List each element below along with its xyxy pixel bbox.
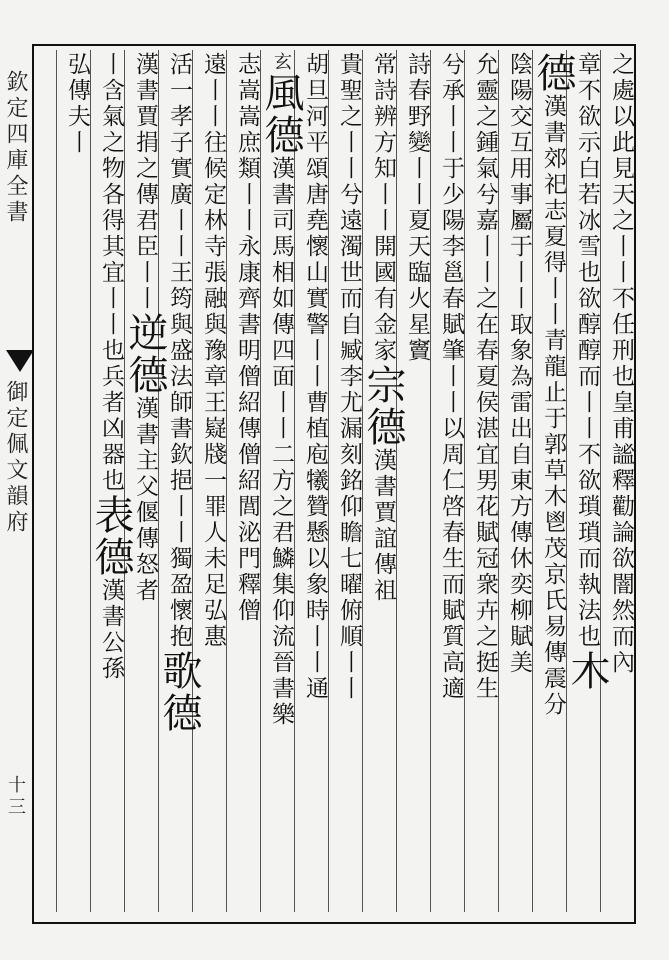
text-column-11	[258, 52, 304, 912]
entry-heading: 宗	[360, 364, 406, 406]
text-column-10	[298, 52, 332, 912]
column-text: 允靈之鍾氣兮嘉丨丨之在春夏侯湛宜男花賦冠衆卉之挺生	[472, 52, 498, 702]
entry-heading: 德	[530, 52, 576, 94]
entry-heading: 風德	[258, 72, 304, 156]
entry-heading: 木	[564, 650, 610, 692]
column-text: 玄	[271, 52, 292, 72]
entry-heading: 表德	[88, 494, 134, 578]
column-text: 丨含氣之物各得其宜	[98, 52, 124, 286]
column-text: 志嵩嵩庶類丨丨永康齊書明僧紹傳僧紹閭泌門釋僧	[234, 52, 260, 624]
text-column-12	[230, 52, 264, 912]
entry-heading: 逆德	[122, 312, 168, 396]
column-text: 漢書主父偃傳怒者	[132, 396, 158, 604]
column-text: 漢書賈誼傳祖	[370, 448, 396, 604]
text-column-9	[332, 52, 366, 912]
text-column-3	[530, 52, 576, 912]
text-column-4	[502, 52, 536, 912]
column-text: 漢書司馬相如傳四面丨丨二方之君鱗集仰流晉書樂	[268, 156, 294, 728]
text-column-6	[434, 52, 468, 912]
text-column-16	[88, 52, 134, 912]
column-text: 漢書賈捐之傳君臣丨丨	[132, 52, 158, 312]
column-text: 丨丨也兵者凶器也	[98, 286, 124, 494]
text-column-17	[60, 52, 94, 912]
book-title-upper: 欽定四庫全書	[3, 70, 28, 226]
text-column-5	[468, 52, 502, 912]
entry-heading: 歌德	[156, 650, 202, 734]
column-text: 漢書郊祀志夏得丨丨青龍止于郭草木鬯茂京氏易傳震分	[540, 94, 566, 718]
entry-heading: 德	[360, 406, 406, 448]
column-text: 詩春野變丨丨夏天臨火星竇	[404, 52, 430, 364]
column-rule	[56, 50, 57, 912]
column-text: 貴聖之丨丨兮遠濁世而自臧李尤漏刻銘仰瞻七曜俯順丨丨	[336, 52, 362, 702]
page-number: 十三	[5, 775, 26, 819]
column-text: 胡旦河平頌唐堯懷山實警丨丨曹植庖犧贊懸以象時丨丨通	[302, 52, 328, 702]
text-column-8	[360, 52, 406, 912]
column-text: 弘傳夫丨	[64, 52, 90, 156]
column-text: 兮承丨丨于少陽李邕春賦肇丨丨以周仁啓春生而賦質高適	[438, 52, 464, 702]
text-column-7	[400, 52, 434, 912]
text-column-1	[604, 52, 638, 912]
column-text: 章不欲示白若冰雪也欲醇醇而丨丨不欲瑣瑣而執法也	[574, 52, 600, 650]
text-column-13	[196, 52, 230, 912]
column-text: 陰陽交互用事屬于丨丨取象為雷出自東方傳休奕柳賦美	[506, 52, 532, 676]
column-text: 之處以此見天之丨丨不任刑也皇甫謐釋勸論欲闇然而內	[608, 52, 634, 676]
fish-tail-mark	[6, 350, 34, 372]
text-column-2	[564, 52, 610, 912]
text-column-15	[122, 52, 168, 912]
column-text: 漢書公孫	[98, 578, 124, 682]
book-title-lower: 御定佩文韻府	[3, 380, 28, 536]
column-text: 常詩辨方知丨丨開國有金家	[370, 52, 396, 364]
page-margin	[0, 50, 30, 930]
text-column-14	[156, 52, 202, 912]
column-text: 遠丨丨往候定林寺張融與豫章王嶷牋一罪人未足弘惠	[200, 52, 226, 650]
column-text: 活一孝子實廣丨丨王筠與盛法師書欽挹丨丨獨盈懷抱	[166, 52, 192, 650]
